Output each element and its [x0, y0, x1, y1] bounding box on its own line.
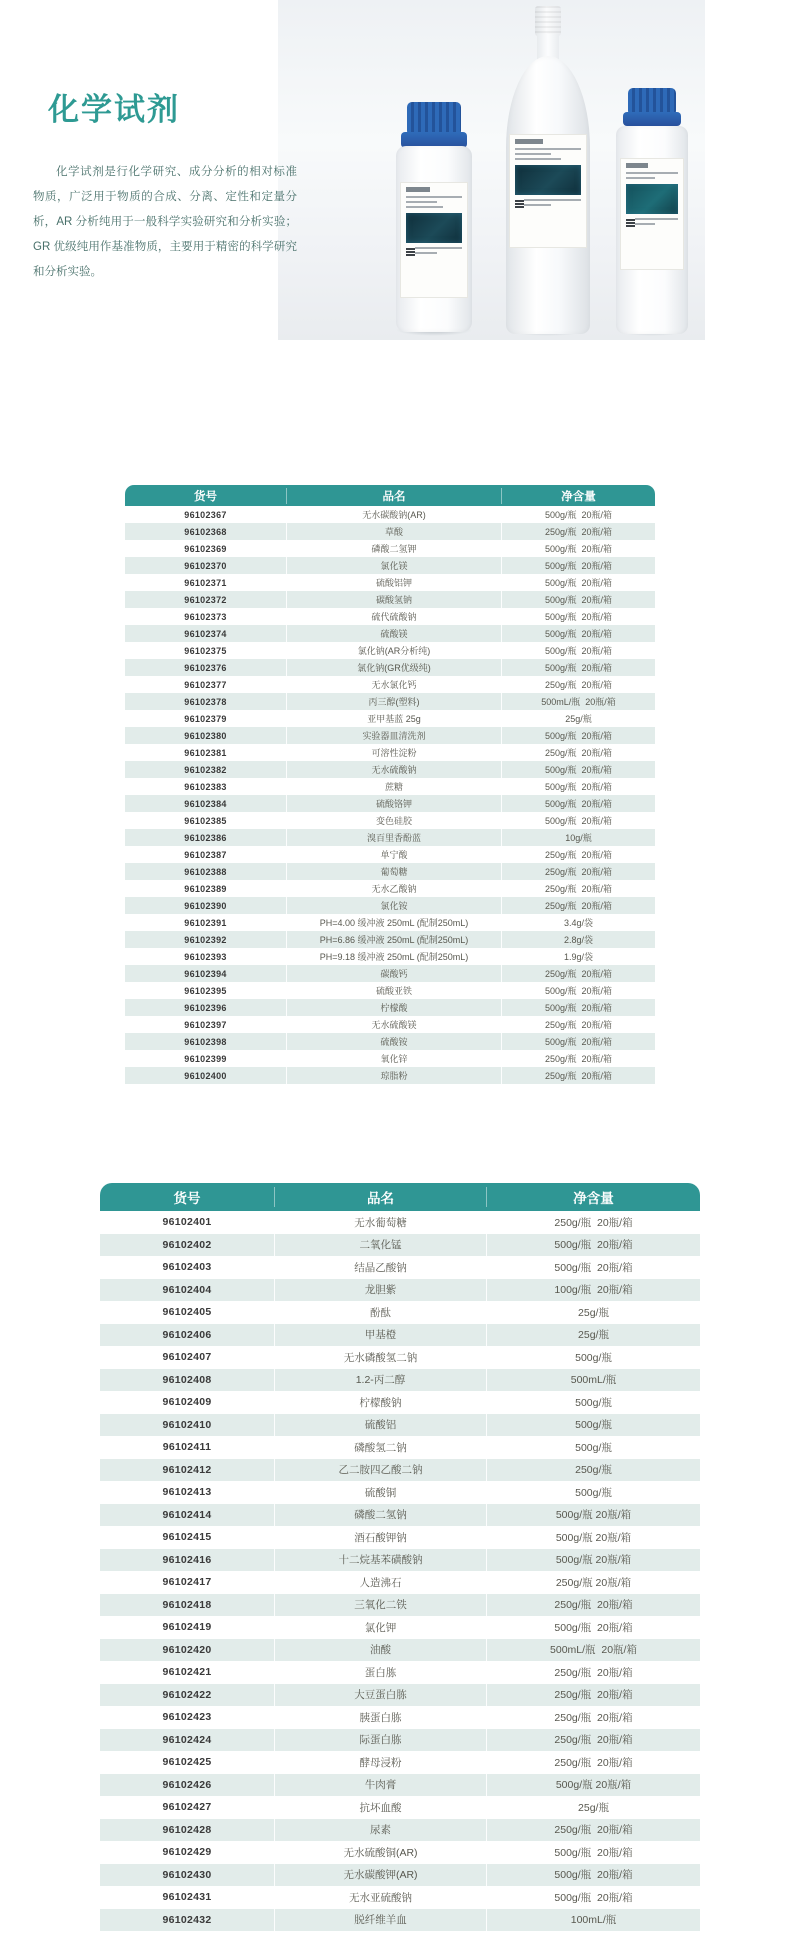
net-content: 500g/瓶 20瓶/箱: [555, 1531, 632, 1544]
item-name: 琼脂粉: [287, 1067, 502, 1084]
item-name: 抗坏血酸: [275, 1796, 487, 1819]
item-code: 96102369: [125, 540, 287, 557]
bottle-label: [509, 134, 587, 248]
net-content: 500g/瓶 20瓶/箱: [544, 986, 613, 996]
item-name: 碳酸钙: [287, 965, 502, 982]
net-content: 500g/瓶 20瓶/箱: [544, 663, 613, 673]
item-name: 硫酸亚铁: [287, 982, 502, 999]
page-title: 化学试剂: [48, 92, 180, 127]
item-code: 96102370: [125, 557, 287, 574]
table-row: [125, 710, 655, 727]
net-content: 25g/瓶: [578, 1329, 609, 1342]
table-row: [125, 880, 655, 897]
item-code: 96102392: [125, 931, 287, 948]
intro-text: 化学试剂是行化学研究、成分分析的相对标准物质，广泛用于物质的合成、分离、定性和定量分析，AR 分析纯用于一般科学实验研究和分析实验；GR 优级纯用作基准物质，主要用于精密的科学研究和分析实验。: [33, 166, 297, 278]
net-content: 250g/瓶 20瓶/箱: [544, 884, 613, 894]
item-code: 96102381: [125, 744, 287, 761]
item-name: 龙胆紫: [275, 1279, 487, 1302]
item-code: 96102430: [100, 1864, 275, 1887]
reagent-bottle-middle: [506, 6, 590, 336]
item-name: 硫代硫酸钠: [287, 608, 502, 625]
item-name: 柠檬酸钠: [275, 1391, 487, 1414]
item-code: 96102373: [125, 608, 287, 625]
column-header: 品名: [275, 1187, 487, 1207]
item-code: 96102401: [100, 1211, 275, 1234]
item-code: 96102407: [100, 1346, 275, 1369]
column-header: 净含量: [573, 1191, 614, 1206]
item-code: 96102429: [100, 1841, 275, 1864]
item-name: 亚甲基蓝 25g: [287, 710, 502, 727]
table-row: [125, 523, 655, 540]
table-row: [125, 761, 655, 778]
table-row: [100, 1549, 700, 1572]
item-name: 硫酸铝: [275, 1414, 487, 1437]
table-row: [100, 1571, 700, 1594]
net-content: 500g/瓶: [575, 1419, 612, 1432]
item-code: 96102393: [125, 948, 287, 965]
table-row: [100, 1751, 700, 1774]
table-row: [100, 1616, 700, 1639]
net-content: 3.4g/袋: [563, 918, 594, 928]
item-name: 酵母浸粉: [275, 1751, 487, 1774]
item-name: 乙二胺四乙酸二钠: [275, 1459, 487, 1482]
item-name: 蛋白胨: [275, 1661, 487, 1684]
item-code: 96102388: [125, 863, 287, 880]
column-header: 货号: [100, 1187, 275, 1207]
bottle-cap: [407, 102, 461, 134]
item-code: 96102383: [125, 778, 287, 795]
table-row: [100, 1301, 700, 1324]
item-code: 96102372: [125, 591, 287, 608]
net-content: 500g/瓶 20瓶/箱: [554, 1869, 633, 1882]
table-row: [125, 642, 655, 659]
item-code: 96102380: [125, 727, 287, 744]
item-code: 96102431: [100, 1886, 275, 1909]
item-name: 际蛋白胨: [275, 1729, 487, 1752]
table-row: [125, 914, 655, 931]
item-name: 硫酸镁: [287, 625, 502, 642]
table-header: [100, 1183, 700, 1211]
item-code: 96102390: [125, 897, 287, 914]
table-row: [125, 744, 655, 761]
table-row: [100, 1909, 700, 1932]
net-content: 500g/瓶 20瓶/箱: [554, 1261, 633, 1274]
table-row: [100, 1279, 700, 1302]
table-row: [100, 1459, 700, 1482]
table-row: [125, 1016, 655, 1033]
net-content: 500g/瓶 20瓶/箱: [544, 544, 613, 554]
item-name: 可溶性淀粉: [287, 744, 502, 761]
item-name: 无水氯化钙: [287, 676, 502, 693]
net-content: 500g/瓶: [575, 1351, 612, 1364]
item-code: 96102391: [125, 914, 287, 931]
item-name: 1.2-丙二醇: [275, 1369, 487, 1392]
item-name: 无水乙酸钠: [287, 880, 502, 897]
item-name: 氯化钠(GR优级纯): [287, 659, 502, 676]
item-code: 96102368: [125, 523, 287, 540]
net-content: 500g/瓶 20瓶/箱: [544, 731, 613, 741]
item-name: 油酸: [275, 1639, 487, 1662]
item-code: 96102421: [100, 1661, 275, 1684]
item-code: 96102415: [100, 1526, 275, 1549]
item-code: 96102378: [125, 693, 287, 710]
table-row: [100, 1256, 700, 1279]
table-row: [125, 676, 655, 693]
item-code: 96102411: [100, 1436, 275, 1459]
item-name: 大豆蛋白胨: [275, 1684, 487, 1707]
net-content: 100mL/瓶: [570, 1914, 617, 1927]
item-name: 氧化锌: [287, 1050, 502, 1067]
table-row: [125, 608, 655, 625]
item-code: 96102374: [125, 625, 287, 642]
net-content: 500g/瓶 20瓶/箱: [554, 1846, 633, 1859]
net-content: 250g/瓶 20瓶/箱: [544, 969, 613, 979]
item-code: 96102403: [100, 1256, 275, 1279]
net-content: 250g/瓶 20瓶/箱: [554, 1666, 633, 1679]
item-code: 96102399: [125, 1050, 287, 1067]
net-content: 500g/瓶: [575, 1441, 612, 1454]
item-code: 96102419: [100, 1616, 275, 1639]
net-content: 250g/瓶 20瓶/箱: [554, 1711, 633, 1724]
net-content: 500mL/瓶 20瓶/箱: [550, 1644, 637, 1657]
table-row: [125, 727, 655, 744]
item-code: 96102427: [100, 1796, 275, 1819]
table-row: [100, 1324, 700, 1347]
net-content: 250g/瓶 20瓶/箱: [554, 1734, 633, 1747]
table-row: [100, 1886, 700, 1909]
net-content: 250g/瓶 20瓶/箱: [544, 867, 613, 877]
net-content: 250g/瓶: [575, 1464, 612, 1477]
table-row: [100, 1706, 700, 1729]
item-name: 甲基橙: [275, 1324, 487, 1347]
table-row: [125, 591, 655, 608]
net-content: 250g/瓶 20瓶/箱: [544, 527, 613, 537]
table-row: [100, 1661, 700, 1684]
net-content: 500g/瓶 20瓶/箱: [555, 1554, 632, 1567]
item-name: 酚酞: [275, 1301, 487, 1324]
table-row: [100, 1594, 700, 1617]
net-content: 500g/瓶 20瓶/箱: [544, 561, 613, 571]
item-code: 96102371: [125, 574, 287, 591]
item-name: 硫酸铬钾: [287, 795, 502, 812]
item-name: 无水硫酸镁: [287, 1016, 502, 1033]
net-content: 500g/瓶 20瓶/箱: [544, 765, 613, 775]
item-code: 96102425: [100, 1751, 275, 1774]
table-row: [125, 574, 655, 591]
table-row: [100, 1414, 700, 1437]
table-row: [100, 1481, 700, 1504]
item-name: 氯化钠(AR分析纯): [287, 642, 502, 659]
item-code: 96102397: [125, 1016, 287, 1033]
table-row: [100, 1684, 700, 1707]
item-code: 96102396: [125, 999, 287, 1016]
table-row: [100, 1864, 700, 1887]
item-name: 蔗糖: [287, 778, 502, 795]
bottle-cap: [535, 6, 561, 36]
product-table-upper: [125, 485, 655, 1084]
net-content: 250g/瓶 20瓶/箱: [544, 901, 613, 911]
item-name: 磷酸二氢钠: [275, 1504, 487, 1527]
column-header: 品名: [287, 488, 502, 504]
net-content: 500g/瓶 20瓶/箱: [554, 1891, 633, 1904]
item-name: 酒石酸钾钠: [275, 1526, 487, 1549]
item-code: 96102423: [100, 1706, 275, 1729]
item-code: 96102413: [100, 1481, 275, 1504]
item-name: PH=6.86 缓冲液 250mL (配制250mL): [287, 931, 502, 948]
item-code: 96102386: [125, 829, 287, 846]
item-name: 无水碳酸钾(AR): [275, 1864, 487, 1887]
item-name: 无水硫酸铜(AR): [275, 1841, 487, 1864]
item-code: 96102424: [100, 1729, 275, 1752]
table-row: [125, 795, 655, 812]
item-name: 硫酸铜: [275, 1481, 487, 1504]
item-code: 96102400: [125, 1067, 287, 1084]
net-content: 500g/瓶 20瓶/箱: [544, 510, 613, 520]
table-row: [125, 1033, 655, 1050]
net-content: 500g/瓶 20瓶/箱: [544, 1003, 613, 1013]
net-content: 250g/瓶 20瓶/箱: [544, 680, 613, 690]
item-code: 96102409: [100, 1391, 275, 1414]
net-content: 500g/瓶 20瓶/箱: [544, 782, 613, 792]
item-code: 96102408: [100, 1369, 275, 1392]
item-name: PH=9.18 缓冲液 250mL (配制250mL): [287, 948, 502, 965]
net-content: 250g/瓶 20瓶/箱: [544, 748, 613, 758]
item-code: 96102412: [100, 1459, 275, 1482]
table-row: [125, 931, 655, 948]
item-name: 二氧化锰: [275, 1234, 487, 1257]
table-row: [125, 557, 655, 574]
item-code: 96102375: [125, 642, 287, 659]
item-code: 96102422: [100, 1684, 275, 1707]
item-code: 96102410: [100, 1414, 275, 1437]
net-content: 250g/瓶 20瓶/箱: [544, 1054, 613, 1064]
item-name: 磷酸氢二钠: [275, 1436, 487, 1459]
table-row: [100, 1346, 700, 1369]
item-code: 96102377: [125, 676, 287, 693]
item-code: 96102416: [100, 1549, 275, 1572]
item-code: 96102417: [100, 1571, 275, 1594]
reagent-bottle-right: [616, 88, 688, 336]
item-code: 96102389: [125, 880, 287, 897]
item-code: 96102405: [100, 1301, 275, 1324]
net-content: 2.8g/袋: [563, 935, 594, 945]
net-content: 250g/瓶 20瓶/箱: [554, 1756, 633, 1769]
item-code: 96102385: [125, 812, 287, 829]
table-header: [125, 485, 655, 506]
item-name: 脱纤维羊血: [275, 1909, 487, 1932]
net-content: 100g/瓶 20瓶/箱: [554, 1284, 633, 1297]
table-row: [125, 965, 655, 982]
net-content: 10g/瓶: [565, 833, 592, 843]
item-name: 溴百里香酚蓝: [287, 829, 502, 846]
bottle-label: [400, 182, 468, 298]
item-code: 96102426: [100, 1774, 275, 1797]
item-code: 96102376: [125, 659, 287, 676]
item-name: PH=4.00 缓冲液 250mL (配制250mL): [287, 914, 502, 931]
net-content: 500g/瓶 20瓶/箱: [544, 799, 613, 809]
net-content: 250g/瓶 20瓶/箱: [554, 1824, 633, 1837]
net-content: 500g/瓶 20瓶/箱: [554, 1621, 633, 1634]
net-content: 500g/瓶 20瓶/箱: [544, 612, 613, 622]
item-code: 96102384: [125, 795, 287, 812]
item-name: 牛肉膏: [275, 1774, 487, 1797]
table-row: [100, 1774, 700, 1797]
item-code: 96102420: [100, 1639, 275, 1662]
net-content: 1.9g/袋: [563, 952, 594, 962]
item-code: 96102428: [100, 1819, 275, 1842]
item-name: 结晶乙酸钠: [275, 1256, 487, 1279]
item-code: 96102404: [100, 1279, 275, 1302]
table-row: [125, 625, 655, 642]
item-name: 碳酸氢钠: [287, 591, 502, 608]
item-code: 96102394: [125, 965, 287, 982]
item-name: 无水硫酸钠: [287, 761, 502, 778]
column-header: 货号: [125, 488, 287, 504]
item-name: 硫酸铵: [287, 1033, 502, 1050]
item-name: 无水葡萄糖: [275, 1211, 487, 1234]
item-name: 葡萄糖: [287, 863, 502, 880]
net-content: 25g/瓶: [578, 1306, 609, 1319]
item-code: 96102387: [125, 846, 287, 863]
net-content: 500mL/瓶: [570, 1374, 617, 1387]
net-content: 25g/瓶: [578, 1801, 609, 1814]
item-name: 胰蛋白胨: [275, 1706, 487, 1729]
net-content: 500g/瓶: [575, 1396, 612, 1409]
item-code: 96102398: [125, 1033, 287, 1050]
net-content: 500g/瓶 20瓶/箱: [555, 1509, 632, 1522]
table-row: [125, 897, 655, 914]
table-row: [100, 1436, 700, 1459]
net-content: 500g/瓶 20瓶/箱: [544, 816, 613, 826]
table-row: [100, 1819, 700, 1842]
item-code: 96102406: [100, 1324, 275, 1347]
item-name: 氯化钾: [275, 1616, 487, 1639]
net-content: 250g/瓶 20瓶/箱: [554, 1216, 633, 1229]
item-name: 无水亚硫酸钠: [275, 1886, 487, 1909]
item-name: 无水磷酸氢二钠: [275, 1346, 487, 1369]
table-row: [125, 982, 655, 999]
net-content: 25g/瓶: [565, 714, 592, 724]
net-content: 250g/瓶 20瓶/箱: [555, 1576, 632, 1589]
item-name: 氯化铵: [287, 897, 502, 914]
table-row: [100, 1729, 700, 1752]
item-name: 单宁酸: [287, 846, 502, 863]
net-content: 500g/瓶: [575, 1486, 612, 1499]
net-content: 250g/瓶 20瓶/箱: [554, 1599, 633, 1612]
net-content: 250g/瓶 20瓶/箱: [544, 850, 613, 860]
table-row: [125, 829, 655, 846]
table-row: [100, 1841, 700, 1864]
table-row: [100, 1391, 700, 1414]
item-code: 96102414: [100, 1504, 275, 1527]
bottle-label: [620, 158, 684, 270]
item-code: 96102379: [125, 710, 287, 727]
net-content: 250g/瓶 20瓶/箱: [544, 1020, 613, 1030]
item-name: 丙三醇(塑料): [287, 693, 502, 710]
table-row: [125, 659, 655, 676]
table-body: [100, 1211, 700, 1931]
net-content: 500g/瓶 20瓶/箱: [544, 578, 613, 588]
table-row: [125, 1050, 655, 1067]
item-code: 96102418: [100, 1594, 275, 1617]
net-content: 500g/瓶 20瓶/箱: [544, 1037, 613, 1047]
table-row: [100, 1234, 700, 1257]
item-code: 96102432: [100, 1909, 275, 1932]
reagent-bottle-left: [396, 102, 472, 336]
item-name: 磷酸二氢钾: [287, 540, 502, 557]
table-body: [125, 506, 655, 1084]
item-name: 十二烷基苯磺酸钠: [275, 1549, 487, 1572]
table-row: [125, 812, 655, 829]
net-content: 500g/瓶 20瓶/箱: [555, 1779, 632, 1792]
item-name: 变色硅胶: [287, 812, 502, 829]
item-code: 96102402: [100, 1234, 275, 1257]
net-content: 250g/瓶 20瓶/箱: [554, 1689, 633, 1702]
item-name: 尿素: [275, 1819, 487, 1842]
product-photo: [278, 0, 705, 340]
table-row: [125, 540, 655, 557]
table-row: [125, 778, 655, 795]
item-name: 人造沸石: [275, 1571, 487, 1594]
item-code: 96102367: [125, 506, 287, 523]
item-name: 柠檬酸: [287, 999, 502, 1016]
table-row: [100, 1369, 700, 1392]
table-row: [125, 948, 655, 965]
net-content: 500g/瓶 20瓶/箱: [544, 646, 613, 656]
bottle-cap: [628, 88, 676, 114]
table-row: [125, 693, 655, 710]
table-row: [125, 999, 655, 1016]
item-code: 96102382: [125, 761, 287, 778]
item-name: 实验器皿清洗剂: [287, 727, 502, 744]
table-row: [125, 1067, 655, 1084]
column-header: 净含量: [561, 490, 596, 503]
table-row: [100, 1504, 700, 1527]
product-table-lower: [100, 1183, 700, 1931]
item-name: 硫酸铝钾: [287, 574, 502, 591]
net-content: 500g/瓶 20瓶/箱: [544, 595, 613, 605]
table-row: [100, 1526, 700, 1549]
item-name: 草酸: [287, 523, 502, 540]
net-content: 500mL/瓶 20瓶/箱: [541, 697, 616, 707]
net-content: 250g/瓶 20瓶/箱: [544, 1071, 613, 1081]
table-row: [100, 1796, 700, 1819]
net-content: 500g/瓶 20瓶/箱: [544, 629, 613, 639]
table-row: [125, 846, 655, 863]
item-name: 三氧化二铁: [275, 1594, 487, 1617]
table-row: [100, 1211, 700, 1234]
table-row: [125, 506, 655, 523]
item-name: 无水碳酸钠(AR): [287, 506, 502, 523]
table-row: [125, 863, 655, 880]
net-content: 500g/瓶 20瓶/箱: [554, 1239, 633, 1252]
item-code: 96102395: [125, 982, 287, 999]
item-name: 氯化镁: [287, 557, 502, 574]
table-row: [100, 1639, 700, 1662]
